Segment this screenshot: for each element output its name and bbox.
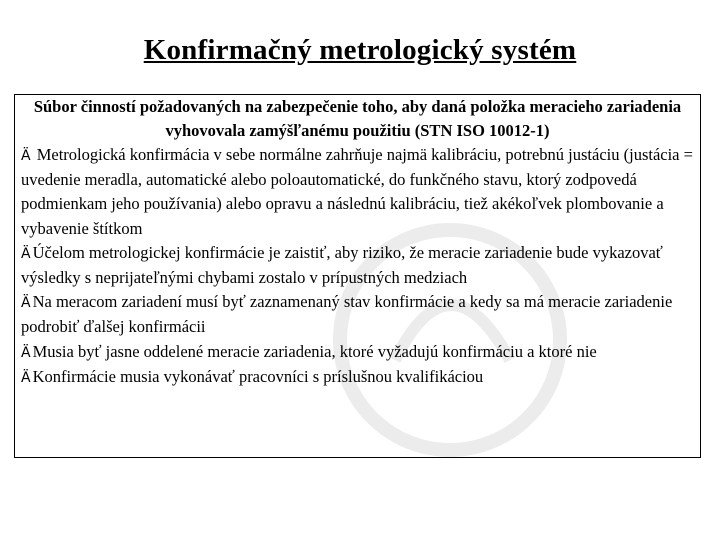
bullet-item — [15, 365, 700, 390]
arrow-bullet-icon: Ä — [21, 295, 31, 312]
intro-text: Súbor činností požadovaných na zabezpečenie toho, aby daná položka meracieho zariadenia vyhovovala zamýšľanému použitiu (STN ISO 10012-1) — [33, 97, 682, 140]
arrow-bullet-icon: Ä — [21, 148, 31, 164]
content-box — [14, 94, 701, 458]
bullet-text: Metrologická konfirmácia v sebe normálne zahrňuje najmä kalibráciu, potrebnú justáciu (justácia = uvedenie meradla, automatické alebo poloautomatické, do funkčného stavu, ktorý zodpovedá podmienkam jeho používania) alebo opravu a následnú kalibráciu, tiež akékoľvek plombovanie a vybavenie štítkom — [21, 145, 693, 238]
bullet-item — [15, 241, 700, 290]
bullet-text: Na meracom zariadení musí byť zaznamenaný stav konfirmácie a kedy sa má meracie zariadenie podrobiť ďalšej konfirmácii — [21, 292, 673, 337]
arrow-bullet-icon: Ä — [21, 344, 31, 361]
arrow-bullet-icon: Ä — [21, 245, 31, 262]
page-title: Konfirmačný metrologický systém — [143, 34, 577, 66]
bullet-text: Konfirmácie musia vykonávať pracovníci s príslušnou kvalifikáciou — [32, 366, 484, 386]
bullet-text: Musia byť jasne oddelené meracie zariadenia, ktoré vyžadujú konfirmáciu a ktoré nie — [32, 341, 597, 361]
bullet-item — [15, 143, 700, 241]
bullet-item — [15, 290, 700, 339]
arrow-bullet-icon: Ä — [21, 369, 31, 386]
bullet-item — [15, 340, 700, 365]
bullet-text: Účelom metrologickej konfirmácie je zaistiť, aby riziko, že meracie zariadenie bude vykazovať výsledky s neprijateľnými chybami zostalo v prípustných medziach — [21, 242, 663, 288]
